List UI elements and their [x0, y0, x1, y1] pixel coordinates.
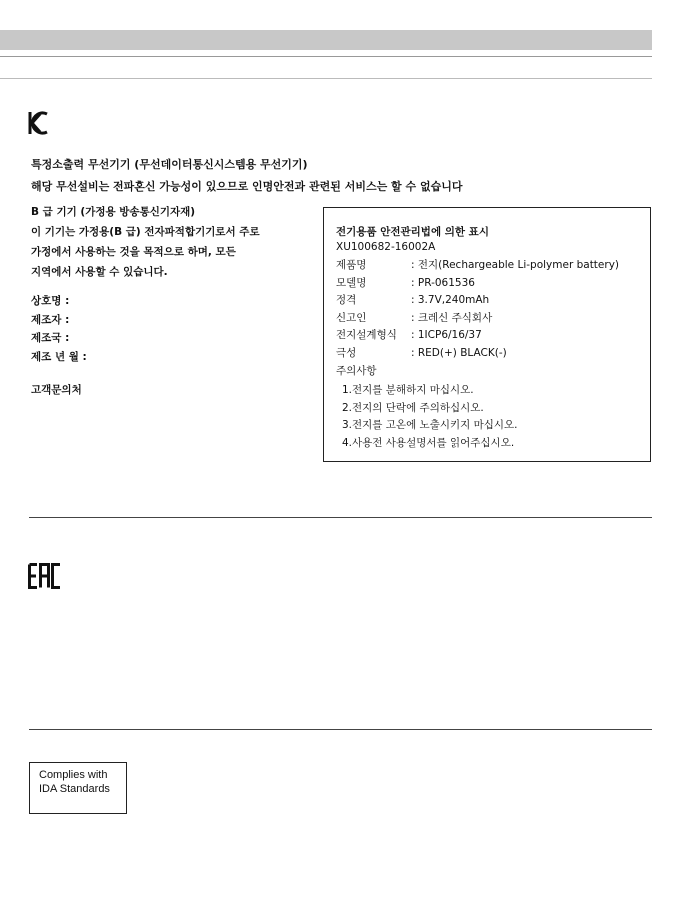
spec-row [336, 257, 619, 275]
caution-item: 3.전지를 고온에 노출시키지 마십시오. [342, 419, 518, 431]
spec-key: 전지설계형식 [336, 329, 397, 342]
electrical-safety-box [323, 207, 651, 462]
spec-row [336, 345, 619, 363]
country-label: 제조국 : [31, 332, 70, 344]
safety-cert-number: XU100682-16002A [336, 241, 436, 253]
section-divider [29, 729, 652, 730]
class-b-line: 이 기기는 가정용(B 급) 전자파적합기기로서 주로 [31, 226, 260, 238]
class-b-line: B 급 기기 (가정용 방송통신기자재) [31, 206, 196, 218]
class-b-line: 가정에서 사용하는 것을 목적으로 하며, 모든 [31, 246, 236, 258]
spec-key: 모델명 [336, 276, 367, 289]
spec-row [336, 292, 619, 310]
spec-key: 신고인 [336, 311, 367, 324]
spec-value: : RED(+) BLACK(-) [411, 346, 507, 359]
spec-row [336, 275, 619, 293]
ida-line: Complies with [39, 769, 108, 781]
ida-line: IDA Standards [39, 783, 110, 795]
caution-item: 1.전지를 분해하지 마십시오. [342, 384, 474, 396]
manufacture-date-label: 제조 년 월 : [31, 350, 87, 363]
spec-value: : 전지(Rechargeable Li-polymer battery) [411, 259, 620, 271]
kc-subtitle: 해당 무선설비는 전파혼신 가능성이 있으므로 인명안전과 관련된 서비스는 할 수 없습니다 [31, 180, 463, 193]
manufacturer-label: 제조자 : [31, 313, 70, 326]
spec-key: 정격 [336, 294, 357, 307]
spec-value: : PR-061536 [411, 276, 475, 289]
header-rule [0, 56, 652, 57]
caution-list [342, 382, 518, 452]
spec-row [336, 327, 619, 345]
spec-value: : 1ICP6/16/37 [411, 329, 482, 342]
spec-value: : 크레신 주식회사 [411, 311, 493, 324]
caution-item: 2.전지의 단락에 주의하십시오. [342, 401, 484, 414]
kc-title: 특정소출력 무선기기 (무선데이터통신시스템용 무선기기) [31, 158, 308, 171]
class-b-notice [31, 202, 260, 282]
ida-compliance-box [29, 762, 127, 814]
customer-contact-label: 고객문의처 [31, 384, 82, 396]
header-rule-secondary [0, 78, 652, 79]
spec-value: : 3.7V,240mAh [411, 294, 490, 307]
class-b-line: 지역에서 사용할 수 있습니다. [31, 266, 168, 278]
section-divider [29, 517, 652, 518]
header-bar [0, 30, 652, 50]
spec-row [336, 310, 619, 328]
company-fields [31, 292, 87, 366]
eac-mark-icon [28, 563, 62, 589]
safety-box-title: 전기용품 안전관리법에 의한 표시 [336, 226, 489, 238]
caution-title: 주의사항 [336, 365, 377, 377]
spec-key: 극성 [336, 346, 357, 359]
spec-key: 제품명 [336, 259, 367, 271]
caution-item: 4.사용전 사용설명서를 읽어주십시오. [342, 436, 515, 449]
safety-spec-rows [336, 257, 619, 363]
company-name-label: 상호명 : [31, 295, 70, 307]
kc-mark-icon [28, 110, 50, 136]
